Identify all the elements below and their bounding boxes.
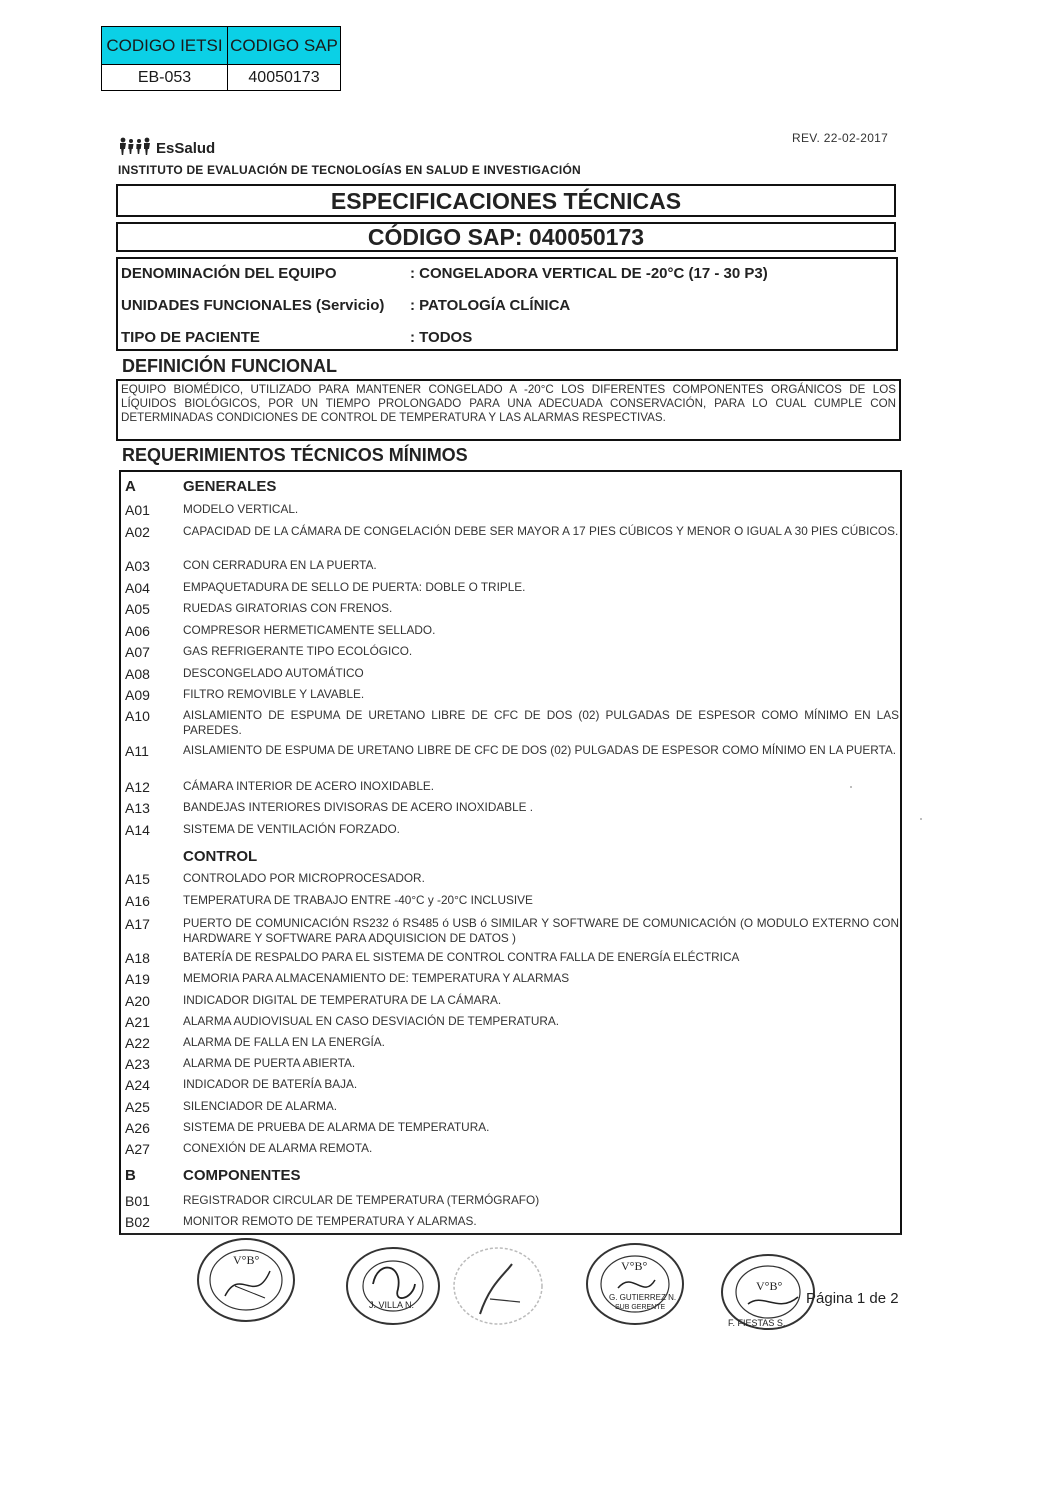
definicion-title: DEFINICIÓN FUNCIONAL xyxy=(122,356,337,376)
requirement-code: A25 xyxy=(125,1099,150,1115)
requirement-text: BATERÍA DE RESPALDO PARA EL SISTEMA DE CONTROL CONTRA FALLA DE ENERGÍA ELÉCTRICA xyxy=(183,950,740,964)
requirement-code: A21 xyxy=(125,1014,150,1030)
stamp-1-vobo: V°B° xyxy=(233,1253,260,1267)
requirement-text: MODELO VERTICAL. xyxy=(183,502,299,516)
requirement-text: CON CERRADURA EN LA PUERTA. xyxy=(183,558,377,572)
requirement-text: GAS REFRIGERANTE TIPO ECOLÓGICO. xyxy=(183,644,413,658)
tipo-label: TIPO DE PACIENTE xyxy=(121,329,260,346)
scan-speck xyxy=(920,818,922,820)
requirement-text: INDICADOR DIGITAL DE TEMPERATURA DE LA CÁMARA. xyxy=(183,993,502,1007)
requirement-text: AISLAMIENTO DE ESPUMA DE URETANO LIBRE DE CFC DE DOS (02) PULGADAS DE ESPESOR COMO MÍNIMO EN LAS PAREDES. xyxy=(183,708,899,737)
requirement-code: A12 xyxy=(125,779,150,795)
denominacion-label: DENOMINACIÓN DEL EQUIPO xyxy=(121,265,337,282)
denominacion-value: : CONGELADORA VERTICAL DE -20°C (17 - 30 P3) xyxy=(410,265,768,282)
requirement-text: ALARMA DE PUERTA ABIERTA. xyxy=(183,1056,356,1070)
requirement-text: SISTEMA DE VENTILACIÓN FORZADO. xyxy=(183,822,400,836)
logo-text: EsSalud xyxy=(156,140,216,157)
stamp-3 xyxy=(583,1240,687,1333)
requirement-text: SILENCIADOR DE ALARMA. xyxy=(183,1099,338,1113)
unidades-label: UNIDADES FUNCIONALES (Servicio) xyxy=(121,297,385,314)
header-ietsi: CODIGO IETSI xyxy=(102,27,228,65)
sap-code-title: CÓDIGO SAP: 040050173 xyxy=(116,222,896,252)
section-heading: CONTROL xyxy=(183,848,258,865)
requirement-code: A09 xyxy=(125,687,150,703)
requirement-code: A08 xyxy=(125,666,150,682)
requirement-code: A02 xyxy=(125,524,150,540)
requirement-text: REGISTRADOR CIRCULAR DE TEMPERATURA (TERMÓGRAFO) xyxy=(183,1193,540,1207)
unidades-value: : PATOLOGÍA CLÍNICA xyxy=(410,297,571,314)
requirement-code: A13 xyxy=(125,800,150,816)
stamp-4-name: F. FIESTAS S. xyxy=(728,1318,786,1328)
value-ietsi: EB-053 xyxy=(102,65,228,91)
requirement-text: PUERTO DE COMUNICACIÓN RS232 ó RS485 ó USB ó SIMILAR Y SOFTWARE DE COMUNICACIÓN (O MODULO EXTERNO CON HARDWARE Y SOFTWARE PARA ADQUISICION DE DATOS ) xyxy=(183,916,899,945)
requirement-code: A10 xyxy=(125,708,150,724)
requirement-text: DESCONGELADO AUTOMÁTICO xyxy=(183,666,364,680)
requirement-code: A20 xyxy=(125,993,150,1009)
revision-date: REV. 22-02-2017 xyxy=(792,131,889,145)
requirement-code: A27 xyxy=(125,1141,150,1157)
requirement-text: BANDEJAS INTERIORES DIVISORAS DE ACERO INOXIDABLE . xyxy=(183,800,534,814)
requirement-text: CONTROLADO POR MICROPROCESADOR. xyxy=(183,871,425,885)
requirement-code: A11 xyxy=(125,743,149,759)
institute-name: INSTITUTO DE EVALUACIÓN DE TECNOLOGÍAS EN SALUD E INVESTIGACIÓN xyxy=(118,163,581,177)
requirement-text: CÁMARA INTERIOR DE ACERO INOXIDABLE. xyxy=(183,779,435,793)
stamp-4-vobo: V°B° xyxy=(756,1279,783,1293)
section-heading: GENERALES xyxy=(183,478,277,495)
stamp-1 xyxy=(195,1236,297,1329)
definicion-text: EQUIPO BIOMÉDICO, UTILIZADO PARA MANTENER CONGELADO A -20°C LOS DIFERENTES COMPONENTES ORGÁNICOS DE LOS LÍQUIDOS BIOLÓGICOS, POR UN TIEMPO PROLONGADO PARA UNA ADECUADA CONSERVACIÓN, PARA LO CUAL CUMPLE CON DETERMINADAS CONDICIONES DE CONTROL DE TEMPERATURA Y LAS ALARMAS RESPECTIVAS. xyxy=(116,379,901,441)
requirement-code: A16 xyxy=(125,893,150,909)
stamp-faded xyxy=(450,1244,546,1333)
requirement-code: A04 xyxy=(125,580,150,596)
essalud-logo xyxy=(118,137,215,160)
scan-speck xyxy=(850,786,852,788)
requirement-code: A18 xyxy=(125,950,150,966)
requirement-code: B02 xyxy=(125,1214,150,1230)
requirement-text: CAPACIDAD DE LA CÁMARA DE CONGELACIÓN DEBE SER MAYOR A 17 PIES CÚBICOS Y MENOR O IGUAL A 30 PIES CÚBICOS. xyxy=(183,524,899,538)
requirement-text: ALARMA AUDIOVISUAL EN CASO DESVIACIÓN DE TEMPERATURA. xyxy=(183,1014,560,1028)
requirements-table xyxy=(119,470,902,1235)
requirement-code: B01 xyxy=(125,1193,150,1209)
requirement-text: MEMORIA PARA ALMACENAMIENTO DE: TEMPERATURA Y ALARMAS xyxy=(183,971,570,985)
tipo-value: : TODOS xyxy=(410,329,473,346)
requirement-code: A23 xyxy=(125,1056,150,1072)
requirement-code: A01 xyxy=(125,502,150,518)
requirement-text: MONITOR REMOTO DE TEMPERATURA Y ALARMAS. xyxy=(183,1214,477,1228)
requirement-code: A05 xyxy=(125,601,150,617)
stamp-2-name: J. VILLA N. xyxy=(369,1300,415,1310)
requirement-text: SISTEMA DE PRUEBA DE ALARMA DE TEMPERATURA. xyxy=(183,1120,490,1134)
requirement-text: AISLAMIENTO DE ESPUMA DE URETANO LIBRE DE CFC DE DOS (02) PULGADAS DE ESPESOR COMO MÍNIMO EN LA PUERTA. xyxy=(183,743,896,757)
requirement-code: A07 xyxy=(125,644,150,660)
requirement-code: A14 xyxy=(125,822,150,838)
requirement-code: A26 xyxy=(125,1120,150,1136)
requirement-code: A06 xyxy=(125,623,150,639)
requirement-code: A15 xyxy=(125,871,150,887)
document-title: ESPECIFICACIONES TÉCNICAS xyxy=(116,184,896,217)
stamp-3-vobo: V°B° xyxy=(621,1259,648,1273)
stamps-area xyxy=(0,1232,1058,1332)
requirement-text: RUEDAS GIRATORIAS CON FRENOS. xyxy=(183,601,393,615)
requirement-text: TEMPERATURA DE TRABAJO ENTRE -40°C y -20°C INCLUSIVE xyxy=(183,893,533,907)
requirement-text: COMPRESOR HERMETICAMENTE SELLADO. xyxy=(183,623,436,637)
codes-table xyxy=(101,26,341,91)
stamp-3-role: SUB GERENTE xyxy=(615,1304,666,1311)
requirement-text: CONEXIÓN DE ALARMA REMOTA. xyxy=(183,1141,373,1155)
people-icon xyxy=(118,137,152,160)
equipment-info xyxy=(116,257,898,351)
requirement-text: INDICADOR DE BATERÍA BAJA. xyxy=(183,1077,358,1091)
requirement-text: ALARMA DE FALLA EN LA ENERGÍA. xyxy=(183,1035,385,1049)
requirement-code: A xyxy=(125,478,136,495)
stamp-3-name: G. GUTIERREZ N. xyxy=(609,1293,677,1302)
requerimientos-title: REQUERIMIENTOS TÉCNICOS MÍNIMOS xyxy=(122,445,468,465)
requirement-code: A24 xyxy=(125,1077,150,1093)
page-number: Página 1 de 2 xyxy=(806,1290,899,1307)
requirement-code: A19 xyxy=(125,971,150,987)
requirement-text: EMPAQUETADURA DE SELLO DE PUERTA: DOBLE O TRIPLE. xyxy=(183,580,526,594)
requirement-code: A22 xyxy=(125,1035,150,1051)
requirement-code: A17 xyxy=(125,916,150,932)
requirement-text: FILTRO REMOVIBLE Y LAVABLE. xyxy=(183,687,365,701)
stamp-2 xyxy=(343,1244,443,1333)
header-sap: CODIGO SAP xyxy=(228,27,341,65)
stamp-4 xyxy=(718,1252,818,1337)
value-sap: 40050173 xyxy=(228,65,341,91)
requirement-code: B xyxy=(125,1167,136,1184)
requirement-code: A03 xyxy=(125,558,150,574)
section-heading: COMPONENTES xyxy=(183,1167,301,1184)
